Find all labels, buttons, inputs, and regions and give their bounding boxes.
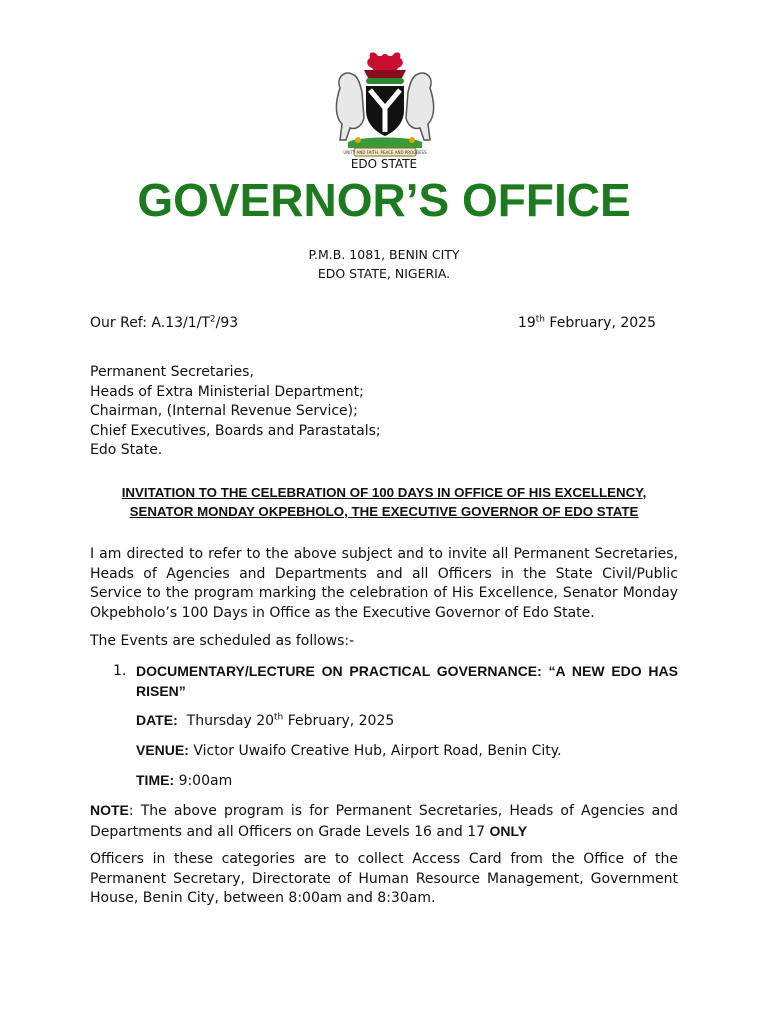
motto-text: UNITY AND FAITH, PEACE AND PROGRESS — [343, 150, 427, 155]
reference-number: Our Ref: $A.13/1/T^2/93$ — [90, 314, 239, 331]
events-intro: The Events are scheduled as follows:- — [90, 633, 355, 649]
venue-label: VENUE: — [136, 742, 189, 758]
time-value: 9:00am — [178, 773, 233, 789]
state-label: EDO STATE — [350, 157, 418, 171]
recipient-line: Chief Executives, Boards and Parastatals; — [90, 422, 381, 439]
subject-line-2: SENATOR MONDAY OKPEBHOLO, THE EXECUTIVE GOVERNOR OF EDO STATE — [129, 504, 639, 519]
subject-line-1: INVITATION TO THE CELEBRATION OF 100 DAYS IN OFFICE OF HIS EXCELLENCY, — [121, 485, 647, 500]
office-title: GOVERNOR’S OFFICE — [137, 174, 631, 226]
recipients-block — [90, 363, 381, 461]
event-time-row — [136, 771, 232, 792]
subject-heading — [90, 483, 678, 521]
event-number: 1. — [113, 663, 127, 679]
note-emphasis: ONLY — [489, 822, 528, 839]
time-label: TIME: — [136, 772, 175, 788]
date-label: DATE: — [136, 712, 178, 728]
note-paragraph: NOTE: The above program is for Permanent Secretaries, Heads of Agencies and Departments and all Officers on Grade Levels 16 and 17 ONLY — [90, 802, 678, 840]
event-title: DOCUMENTARY/LECTURE ON PRACTICAL GOVERNANCE: “A NEW EDO HAS RISEN” — [136, 663, 678, 699]
recipient-line: Permanent Secretaries, — [90, 364, 254, 380]
recipient-line: Heads of Extra Ministerial Department; — [90, 383, 364, 400]
letter-date: 19th February, 2025 — [517, 314, 656, 331]
recipient-line: Chairman, (Internal Revenue Service); — [90, 403, 358, 419]
intro-paragraph: I am directed to refer to the above subject and to invite all Permanent Secretaries, Heads of Agencies and Departments and all Officers in the State Civil/Public Service to the program marking the celebration of His Excellence, Senator Monday Okpebholo’s 100 Days in Office as the Executive Governor of Edo State. — [90, 546, 678, 621]
event-date-row: DATE: Thursday 20th February, 2025 — [136, 712, 395, 729]
recipient-line: Edo State. — [90, 442, 163, 458]
coat-of-arms-icon — [320, 48, 450, 160]
event-venue-row — [136, 741, 562, 762]
address-line-1: P.M.B. 1081, BENIN CITY — [308, 247, 460, 262]
address-line-2: EDO STATE, NIGERIA. — [317, 266, 451, 281]
venue-value: Victor Uwaifo Creative Hub, Airport Road, Benin City. — [193, 743, 562, 759]
note-label: NOTE — [90, 802, 129, 818]
closing-paragraph: Officers in these categories are to collect Access Card from the Office of the Permanent Secretary, Directorate of Human Resource Management, Government House, Benin City, between 8:00am and 8:30am. — [90, 851, 678, 906]
